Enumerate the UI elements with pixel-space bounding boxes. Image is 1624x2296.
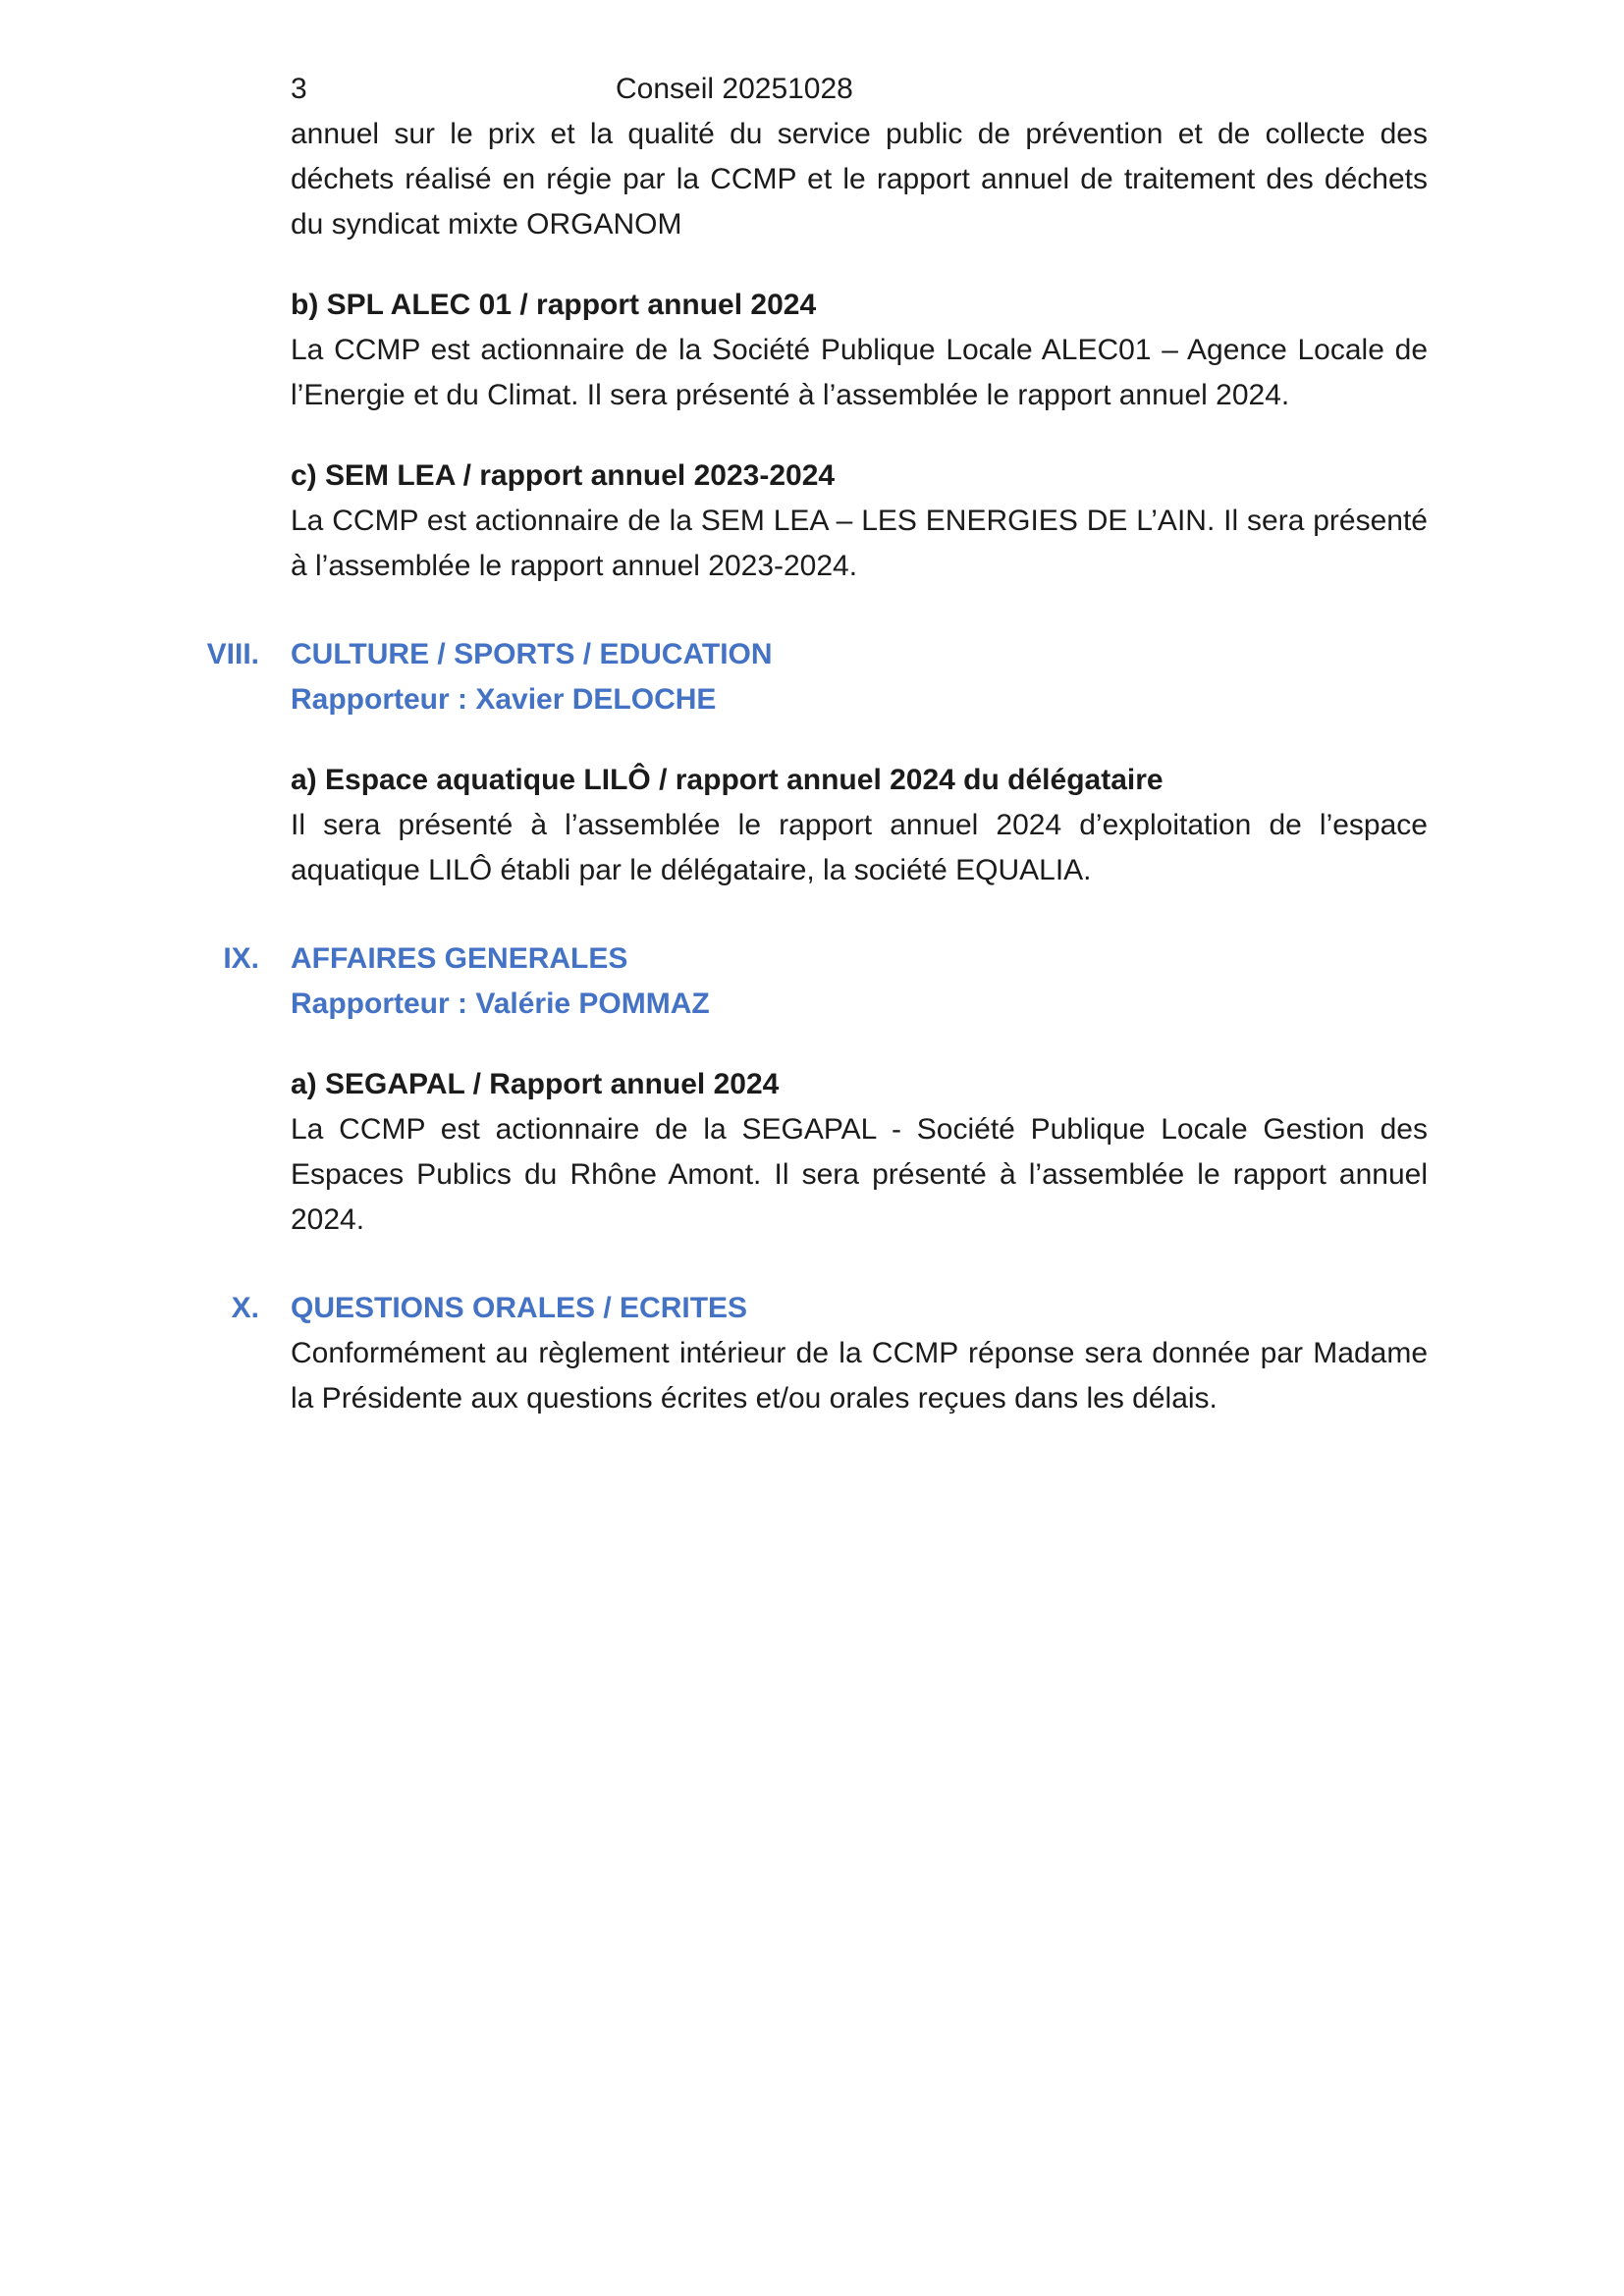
section-x-title: QUESTIONS ORALES / ECRITES <box>291 1292 748 1324</box>
page-content <box>206 67 1428 1421</box>
section-x-title-row <box>231 1286 1428 1331</box>
item-heading-b: b) SPL ALEC 01 / rapport annuel 2024 <box>291 289 817 321</box>
item-heading-ix-a: a) SEGAPAL / Rapport annuel 2024 <box>291 1068 780 1100</box>
header-title: Conseil 20251028 <box>616 73 853 105</box>
item-heading-c: c) SEM LEA / rapport annuel 2023-2024 <box>291 459 836 492</box>
page-header <box>291 67 1428 112</box>
item-body-c: La CCMP est actionnaire de la SEM LEA – LES ENERGIES DE L’AIN. Il sera présenté à l’assemblée le rapport annuel 2023-2024. <box>291 505 1428 582</box>
section-viii-title: CULTURE / SPORTS / EDUCATION <box>291 638 773 670</box>
section-ix-title-row <box>223 936 1428 982</box>
item-body-ix-a: La CCMP est actionnaire de la SEGAPAL - Société Publique Locale Gestion des Espaces Publics du Rhône Amont. Il sera présenté à l’assemblée le rapport annuel 2024. <box>291 1113 1428 1236</box>
intro-paragraph: annuel sur le prix et la qualité du service public de prévention et de collecte des déchets réalisé en régie par la CCMP et le rapport annuel de traitement des déchets du syndicat mixte ORGANOM <box>291 118 1428 240</box>
section-ix <box>223 936 1428 1243</box>
section-viii-rapporteur: Rapporteur : Xavier DELOCHE <box>291 683 717 716</box>
item-body-viii-a: Il sera présenté à l’assemblée le rapport annuel 2024 d’exploitation de l’espace aquatique LILÔ établi par le délégataire, la société EQUALIA. <box>291 809 1428 886</box>
item-body-b: La CCMP est actionnaire de la Société Publique Locale ALEC01 – Agence Locale de l’Energie et du Climat. Il sera présenté à l’assemblée le rapport annuel 2024. <box>291 334 1428 411</box>
item-heading-viii-a: a) Espace aquatique LILÔ / rapport annuel 2024 du délégataire <box>291 764 1164 796</box>
section-viii <box>206 632 1428 893</box>
section-viii-title-row <box>206 632 1428 677</box>
page-number: 3 <box>291 73 307 105</box>
section-x <box>231 1286 1428 1421</box>
section-x-numeral: X. <box>231 1292 259 1324</box>
section-ix-title: AFFAIRES GENERALES <box>291 942 628 975</box>
section-ix-rapporteur: Rapporteur : Valérie POMMAZ <box>291 988 710 1020</box>
section-viii-numeral: VIII. <box>206 638 259 670</box>
section-x-body: Conformément au règlement intérieur de la CCMP réponse sera donnée par Madame la Présidente aux questions écrites et/ou orales reçues dans les délais. <box>291 1337 1428 1415</box>
section-ix-numeral: IX. <box>223 942 259 975</box>
